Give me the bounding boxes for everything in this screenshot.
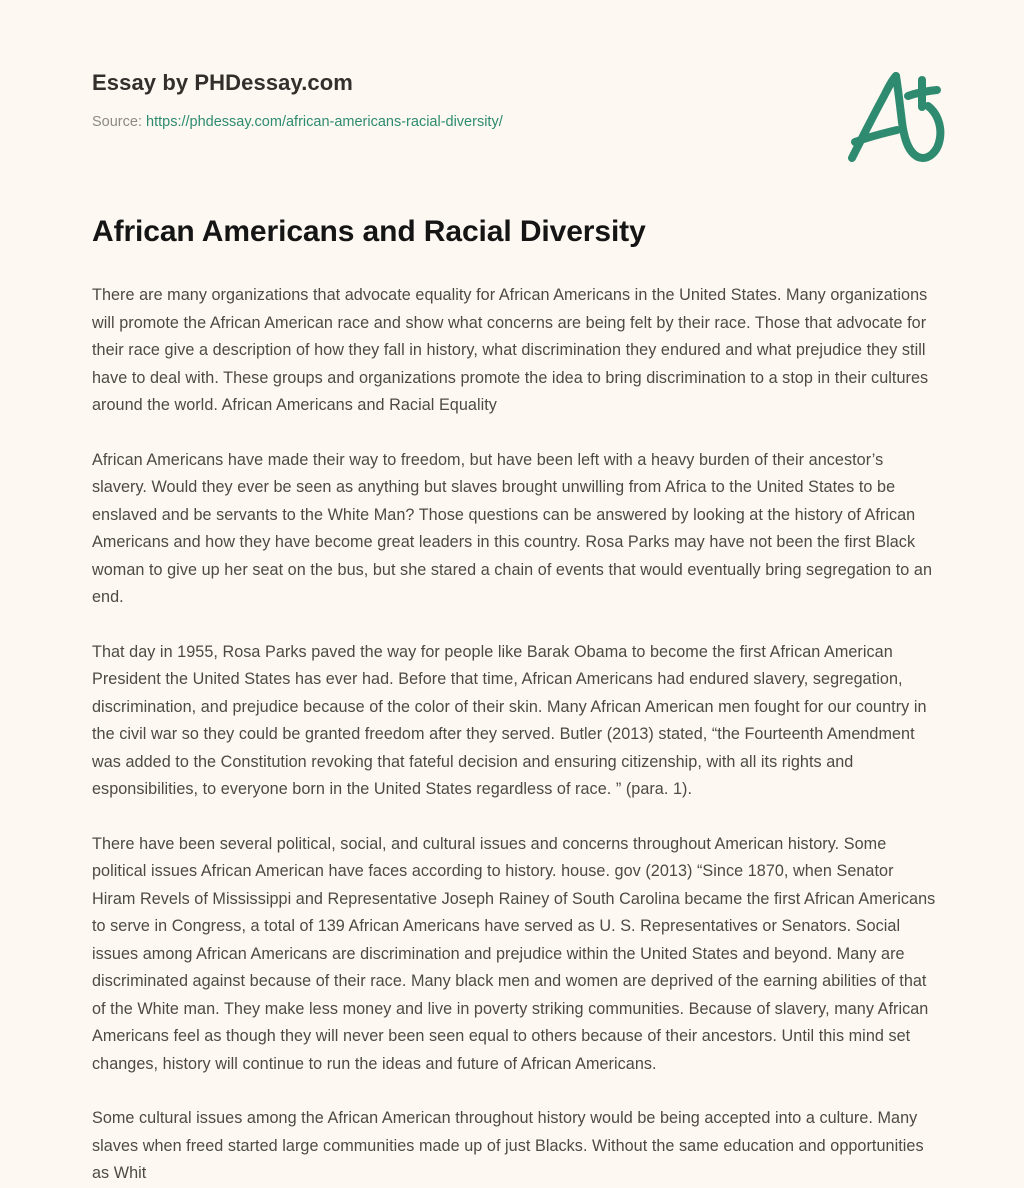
a-plus-logo-icon	[842, 66, 952, 166]
paragraph-2: African Americans have made their way to freedom, but have been left with a heavy burden of their ancestor’s slavery. Would they ever be seen as anything but slaves brought unwilling from Africa to the United States to be enslaved and be servants to the White Man? Those questions can be answered by looking at the history of African Americans and how they have become great leaders in this country. Rosa Parks may have not been the first Black woman to give up her seat on the bus, but she stared a chain of events that would eventually bring segregation to an end.	[92, 450, 932, 606]
document-header	[0, 0, 1024, 200]
article-body	[92, 282, 938, 1188]
article	[92, 212, 938, 1188]
page-title: African Americans and Racial Diversity	[92, 215, 646, 248]
paragraph-3: That day in 1955, Rosa Parks paved the way for people like Barak Obama to become the first African American President the United States has ever had. Before that time, African Americans had endured slavery, segregation, discrimination, and prejudice because of the color of their skin. Many African American men fought for our country in the civil war so they could be granted freedom after they served. Butler (2013) stated, “the Fourteenth Amendment was added to the Constitution revoking that fateful decision and ensuring citizenship, with all its rights and esponsibilities, to everyone born in the United States regardless of race. ” (para. 1).	[92, 642, 927, 798]
phdessay-logo	[842, 66, 952, 166]
source-url-link[interactable]: https://phdessay.com/african-americans-racial-diversity/	[146, 114, 503, 130]
paragraph-1: There are many organizations that advocate equality for African Americans in the United States. Many organizations will promote the African American race and show what concerns are being felt by their race. Those that advocate for their race give a description of how they fall in history, what discrimination they endured and what prejudice they still have to deal with. These groups and organizations promote the idea to bring discrimination to a stop in their cultures around the world. African Americans and Racial Equality	[92, 286, 929, 414]
brand-block	[92, 68, 792, 132]
brand-title: Essay by PHDessay.com	[92, 70, 353, 95]
paragraph-5-truncated: Some cultural issues among the African American throughout history would be being accepted into a culture. Many slaves when freed started large communities made up of just Blacks. Without the same education and opportunities as Whit	[92, 1109, 924, 1182]
source-label: Source:	[92, 114, 142, 130]
paragraph-4: There have been several political, social, and cultural issues and concerns throughout American history. Some political issues African American have faces according to history. house. gov (2013) “Since 1870, when Senator Hiram Revels of Mississippi and Representative Joseph Rainey of South Carolina became the first African Americans to serve in Congress, a total of 139 African Americans have served as U. S. Representatives or Senators. Social issues among African Americans are discrimination and prejudice within the United States and beyond. Many are discriminated against because of their race. Many black men and women are deprived of the earning abilities of that of the White man. They make less money and live in poverty striking communities. Because of slavery, many African Americans feel as though they will never been seen equal to others because of their ancestors. Until this mind set changes, history will continue to run the ideas and future of African Americans.	[92, 834, 936, 1073]
source-line	[92, 112, 792, 132]
